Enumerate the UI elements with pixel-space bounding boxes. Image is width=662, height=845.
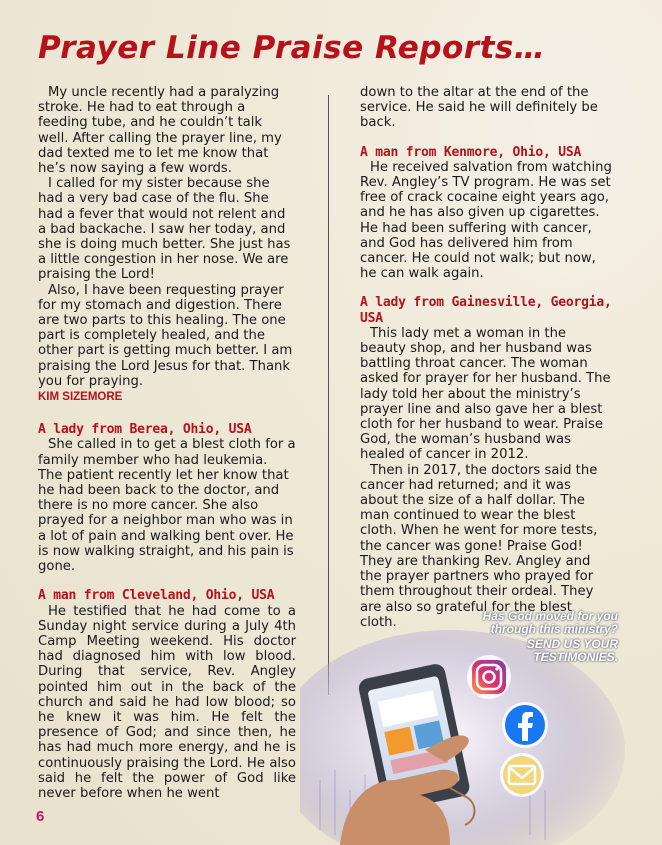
column-left [38,85,296,801]
page-number: 6 [36,808,45,825]
testimony-paragraph: This lady met a woman in the beauty shop, and her husband was battling throat cancer. The woman asked for prayer for her husband. The lady told her about the ministry’s prayer line and also gave her a blest cloth for her husband to wear. Praise God, the woman’s husband was healed of cancer in 2012. [360,325,611,463]
testimony-heading: A man from Kenmore, Ohio, USA [360,144,582,160]
testimony-paragraph: Then in 2017, the doctors said the cancer had returned; and it was about the size of a half dollar. The man continued to wear the blest cloth. When he went for more tests, the cancer was gone! Praise God! They are thanking Rev. Angley and the prayer partners who prayed for them throughout their ordeal. They are also so grateful for the blest cloth. [360,462,598,630]
facebook-icon [502,702,548,748]
testimony-paragraph: Also, I have been requesting prayer for my stomach and digestion. There are two parts to this healing. The one part is completely healed, and the other part is getting much better. I am praising the Lord Jesus for that. Thank you for praying. [38,282,293,389]
testimony-paragraph: I called for my sister because she had a very bad case of the flu. She had a fever that would not relent and a bad backache. I saw her today, and she is doing much better. She just has a little congestion in her nose. We are praising the Lord! [38,176,291,283]
testimony-paragraph: My uncle recently had a paralyzing stroke. He had to eat through a feeding tube, and he couldn’t talk well. After calling the prayer line, my dad texted me to let me know that he’s now saying a few words. [38,85,282,177]
callout-line: SEND US YOUR [526,637,618,651]
testimony-paragraph: He received salvation from watching Rev. Angley’s TV program. He was set free of crack cocaine eight years ago, and he has also given up cigarettes. He had been suffering with cancer, and God has delivered him from cancer. He could not walk; but now, he can walk again. [360,159,612,282]
email-envelope-icon [500,753,544,797]
testimony-paragraph: He testified that he had come to a Sunday night service during a July 4th Camp Meeting weekend. His doctor had diagnosed him with low blood. During that service, Rev. Angley pointed him out in the back of the church and said he had low blood; so he knew it was him. He felt the presence of God; and since then, he has had much more energy, and he is continuously praising the Lord. He also said he felt the power of God like never before when he went [38,603,296,801]
callout-line: through this ministry? [490,622,618,636]
testimony-paragraph: down to the altar at the end of the service. He said he will definitely be back. [360,85,598,131]
testimony-paragraph: She called in to get a blest cloth for a family member who had leukemia. The patient recently let her know that he had been back to the doctor, and there is no more cancer. She also prayed for a neighbor man who was in a lot of pain and walking bent over. He is now walking straight, and his pain is gone. [38,437,296,575]
testimony-heading: A man from Cleveland, Ohio, USA [38,588,275,604]
callout-line: TESTIMONIES. [533,650,618,664]
testimony-heading: A lady from Berea, Ohio, USA [38,422,252,438]
page-title: Prayer Line Praise Reports… [38,30,546,66]
testimony-callout [388,610,618,664]
column-right [360,85,612,630]
testimony-signature: KIM SIZEMORE [38,391,123,404]
callout-line: Has God moved for you [482,609,618,623]
column-divider [328,95,329,695]
testimony-heading: A lady from Gainesville, Georgia, USA [360,295,612,326]
